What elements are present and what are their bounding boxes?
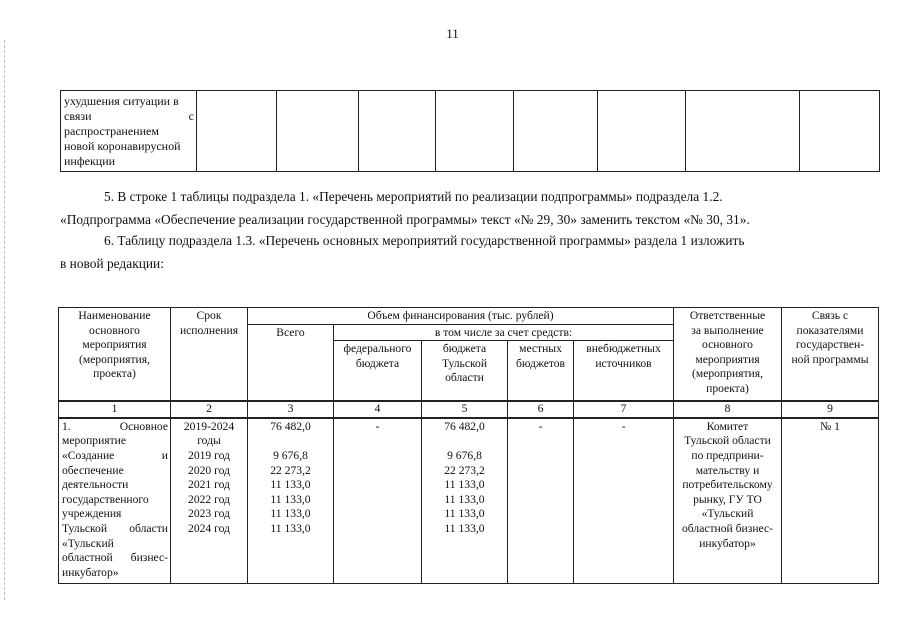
cell-line: области (445, 371, 484, 385)
cell-line: Наименование (78, 309, 151, 322)
cell-total (248, 418, 334, 584)
cell-line: основного (702, 338, 753, 352)
cell-line: Срок (196, 309, 222, 322)
cell-line: 2021 год (188, 478, 230, 492)
cell-line: областной бизнес- (62, 551, 168, 565)
cell-line: 11 133,0 (270, 507, 311, 521)
table-cell (359, 91, 436, 172)
cell-line: Комитет (706, 419, 749, 433)
column-number: 7 (574, 401, 674, 418)
cell-line: связи (64, 109, 92, 123)
cell-line: с (188, 109, 194, 123)
column-number: 9 (782, 401, 879, 418)
cell-line: инкубатор» (699, 536, 756, 550)
cell-line: 22 273,2 (270, 463, 311, 477)
header-term (171, 308, 248, 402)
paragraph-5 (60, 185, 850, 231)
cell-line: Связь с (811, 309, 849, 322)
column-number: 8 (674, 401, 782, 418)
cell-line: 11 133,0 (270, 478, 311, 492)
header-local (508, 341, 574, 402)
cell-line: 76 482,0 (444, 419, 485, 433)
cell-line: 2019 год (188, 448, 230, 462)
cell-line: годы (197, 434, 221, 448)
table-cell (436, 91, 514, 172)
cell-line: 11 133,0 (270, 492, 311, 506)
cell-line: «Тульский (62, 536, 114, 550)
page-edge-line (4, 40, 5, 600)
main-table (58, 307, 879, 584)
cell-line: показателями (796, 323, 864, 337)
paragraph-line: «Подпрограмма «Обеспечение реализации государственной программы» текст «№ 29, 30» заменить текстом «№ 30, 31». (60, 212, 750, 227)
column-number: 2 (171, 401, 248, 418)
header-federal (334, 341, 422, 402)
table-cell (598, 91, 686, 172)
header-regional (422, 341, 508, 402)
column-number: 4 (334, 401, 422, 418)
cell-line: 2019-2024 (183, 419, 235, 433)
paragraph-6 (60, 229, 850, 275)
cell-line: новой коронавирусной (64, 139, 181, 153)
cell-line: проекта) (706, 381, 749, 395)
cell-line: рынку, ГУ ТО (693, 492, 762, 506)
cell-line: 11 133,0 (444, 492, 485, 506)
cell-line: 76 482,0 (270, 419, 311, 433)
cell-line: инкубатор» (62, 565, 119, 579)
cell-line: государственного (62, 492, 149, 506)
cell-local: - (508, 418, 574, 584)
cell-line: 11 133,0 (444, 478, 485, 492)
column-number-row (59, 401, 879, 418)
cell-line: местных (519, 342, 562, 356)
cell-line (248, 434, 333, 449)
cell-line: областной бизнес- (682, 521, 773, 535)
cell-line: деятельности (62, 478, 129, 492)
cell-line: 11 133,0 (270, 521, 311, 535)
cell-offbudget: - (574, 418, 674, 584)
cell-line: обеспечение (62, 463, 124, 477)
cell-line: (мероприятия, (79, 352, 150, 366)
cell-line: проекта) (93, 367, 136, 381)
column-number: 5 (422, 401, 508, 418)
header-link (782, 308, 879, 402)
table-row (61, 91, 880, 172)
header-total: Всего (248, 324, 334, 401)
cell-line: 2020 год (188, 463, 230, 477)
cell-line: учреждения (62, 507, 122, 521)
cell-line: федерального (343, 342, 412, 356)
cell-line: потребительскому (682, 478, 773, 492)
header-including: в том числе за счет средств: (334, 324, 674, 341)
cell-line: Тульской области (62, 521, 168, 535)
cell-line: мероприятие (62, 434, 127, 448)
cell-line: распространением (64, 124, 159, 138)
table-row (59, 418, 879, 584)
cell-line: ухудшения ситуации в (64, 94, 179, 108)
paragraph-line: 6. Таблицу подраздела 1.3. «Перечень основных мероприятий государственной программы» раздела 1 изложить (104, 233, 745, 248)
cell-line: внебюджетных (586, 342, 661, 356)
cell-text (61, 91, 196, 169)
cell-line: по предприни- (691, 448, 764, 462)
cell-line: 1. Основное (62, 419, 168, 433)
cell-line: мательству и (695, 463, 760, 477)
cell-line: Тульской области (684, 434, 771, 448)
cell-regional (422, 418, 508, 584)
table-cell (800, 91, 880, 172)
cell-line: ной программы (791, 352, 869, 366)
top-table (60, 90, 880, 172)
cell-line: 11 133,0 (444, 521, 485, 535)
cell-line: 9 676,8 (447, 448, 482, 462)
header-responsible (674, 308, 782, 402)
cell-line: 2024 год (188, 521, 230, 535)
table-cell (514, 91, 598, 172)
cell-line: 22 273,2 (444, 463, 485, 477)
cell-line: бюджета (442, 342, 487, 356)
cell-line: бюджетов (515, 356, 566, 370)
cell-line: Тульской (441, 356, 488, 370)
cell-line: бюджета (355, 356, 400, 370)
paragraph-line: в новой редакции: (60, 256, 164, 271)
header-funding: Объем финансирования (тыс. рублей) (248, 308, 674, 325)
cell-line: исполнения (179, 323, 239, 337)
table-cell (197, 91, 277, 172)
table-cell (686, 91, 800, 172)
cell-line: 9 676,8 (273, 448, 308, 462)
cell-line: инфекции (64, 154, 116, 168)
column-number: 6 (508, 401, 574, 418)
cell-term (171, 418, 248, 584)
table-cell (61, 91, 197, 172)
header-name (59, 308, 171, 402)
cell-line: основного (89, 323, 140, 337)
cell-line: государствен- (795, 338, 865, 352)
cell-line: «Создание и (62, 448, 168, 462)
cell-federal: - (334, 418, 422, 584)
cell-line: 2023 год (188, 507, 230, 521)
paragraph-line: 5. В строке 1 таблицы подраздела 1. «Перечень мероприятий по реализации подпрограммы» подраздела 1.2. (104, 189, 723, 204)
cell-line: «Тульский (701, 507, 754, 521)
cell-line: Ответственные (689, 309, 766, 322)
cell-activity-name (59, 418, 171, 584)
table-header-row (59, 308, 879, 325)
column-number: 1 (59, 401, 171, 418)
cell-line: мероприятия (82, 338, 147, 352)
cell-line: 2022 год (188, 492, 230, 506)
page-number: 11 (446, 26, 459, 41)
cell-line: 11 133,0 (444, 507, 485, 521)
column-number: 3 (248, 401, 334, 418)
cell-line: (мероприятия, (692, 367, 763, 381)
cell-line: мероприятия (695, 352, 760, 366)
cell-line: источников (595, 356, 652, 370)
cell-link: № 1 (782, 418, 879, 584)
table-cell (277, 91, 359, 172)
header-offbudget (574, 341, 674, 402)
cell-line: за выполнение (691, 323, 764, 337)
cell-line (422, 434, 507, 449)
cell-responsible (674, 418, 782, 584)
